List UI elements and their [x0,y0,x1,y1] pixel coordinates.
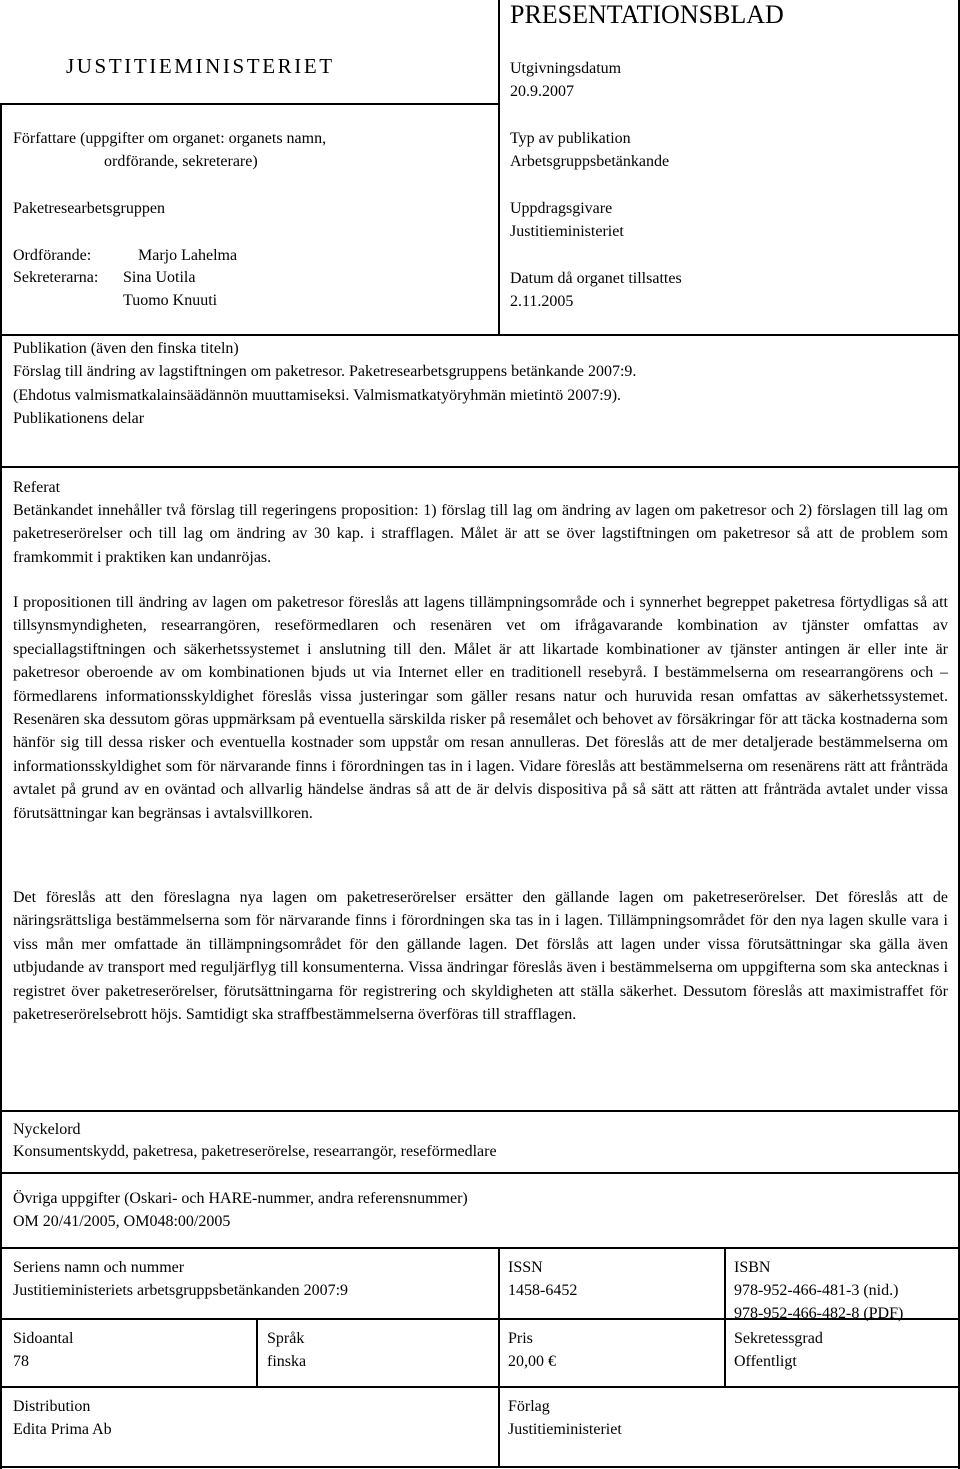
language-value: finska [267,1353,307,1370]
publication-label: Publikation (även den finska titeln) [13,340,239,357]
abstract-label: Referat [13,479,61,496]
abstract-paragraph-1: Betänkandet innehåller två förslag till regeringens proposition: 1) förslag till lag om ändring av lagen om paketresor och 2) förslagen till lag om paketreserörelser och till lag om ändring av 30 kap. i strafflagen. Målet är att se över lagstiftningen om paketresor så att de problem som framkommit i praktiken kan undanröjas. [13,502,948,566]
release-date-label: Utgivningsdatum [510,60,622,77]
organ-name: Paketresearbetsgruppen [13,200,165,217]
pages-label: Sidoantal [13,1330,74,1347]
chair-name: Marjo Lahelma [138,247,238,264]
secretary-1: Sina Uotila [123,269,196,286]
publication-type-label: Typ av publikation [510,130,631,147]
other-info-label: Övriga uppgifter (Oskari- och HARE-nummer, andra referensnummer) [13,1190,468,1207]
series-label: Seriens namn och nummer [13,1259,185,1276]
appointed-date-label: Datum då organet tillsattes [510,270,682,287]
keywords-label: Nyckelord [13,1121,81,1138]
distribution-label: Distribution [13,1398,91,1415]
publisher-value: Justitieministeriet [508,1421,622,1438]
isbn-value-print: 978-952-466-481-3 (nid.) [734,1282,899,1299]
secretary-2: Tuomo Knuuti [123,292,218,309]
other-info-value: OM 20/41/2005, OM048:00/2005 [13,1213,231,1230]
secrecy-value: Offentligt [734,1353,797,1370]
isbn-label: ISBN [734,1259,771,1276]
publisher-label: Förlag [508,1398,550,1415]
author-label-line-1: Författare (uppgifter om organet: organets namn, [13,130,327,147]
appointed-date: 2.11.2005 [510,293,574,310]
abstract-paragraph-3: Det föreslås att den föreslagna nya lagen om paketreserörelser ersätter den gällande lagen om paketreserörelser. Det föreslås att de näringsrättsliga bestämmelserna som för närvarande finns i förordningen ska tas in i lagen. Tillämpningsområdet för den nya lagen skulle vara i viss mån mer omfattade än tillämpningsområdet för den gällande lagen. Det förslås att lagen under vissa förutsättningar ska gälla även utbjudande av transport med reguljärflyg till konsumenterna. Vissa ändringar föreslås även i bestämmelserna om uppgifterna som ska antecknas i registret över paketreserörelser, förutsättningarna för registrering och skyldigheten att ställa säkerhet. Dessutom föreslås att maximistraffet för paketreserörelsebrott höjs. Samtidigt ska straffbestämmelserna överföras till strafflagen. [13,889,948,1024]
publication-parts-label: Publikationens delar [13,410,145,427]
commissioner-label: Uppdragsgivare [510,200,613,217]
document-type-title: PRESENTATIONSBLAD [510,0,784,29]
price-value: 20,00 € [508,1353,556,1370]
pages-value: 78 [13,1353,29,1370]
keywords-value: Konsumentskydd, paketresa, paketreserörelse, researrangör, reseförmedlare [13,1143,497,1160]
ministry-name: JUSTITIEMINISTERIET [66,54,335,78]
language-label: Språk [267,1330,305,1347]
isbn-value-pdf: 978-952-466-482-8 (PDF) [734,1305,904,1322]
issn-label: ISSN [508,1259,543,1276]
chair-label: Ordförande: [13,247,92,264]
commissioner: Justitieministeriet [510,223,624,240]
secretaries-label: Sekreterarna: [13,269,99,286]
publication-title-line-2: (Ehdotus valmismatkalainsäädännön muuttamiseksi. Valmismatkatyöryhmän mietintö 2007:9). [13,387,622,404]
release-date: 20.9.2007 [510,83,574,100]
issn-value: 1458-6452 [508,1282,578,1299]
publication-title-line-1: Förslag till ändring av lagstiftningen om paketresor. Paketresearbetsgruppens betänkande 2007:9. [13,363,637,380]
publication-type: Arbetsgruppsbetänkande [510,153,670,170]
series-value: Justitieministeriets arbetsgruppsbetänkanden 2007:9 [13,1282,349,1299]
author-label-line-2: ordförande, sekreterare) [104,153,258,170]
distribution-value: Edita Prima Ab [13,1421,112,1438]
abstract-paragraph-2: I propositionen till ändring av lagen om paketresor föreslås att lagens tillämpningsområde och i synnerhet begreppet paketresa förtydligas så att tillsynsmyndigheten, researrangören, reseförmedlaren och resenären vet om ifrågavarande kombination av tjänster omfattas av speciallagstiftningen och säkerhetssystemet i anslutning till den. Målet är att likartade kombinationer av tjänster antingen är eller inte är paketresor oberoende av om kombinationen bjuds ut via Internet eller en traditionell resebyrå. I bestämmelserna om researrangörens och –förmedlarens informationsskyldighet föreslås vissa justeringar som gäller resans natur och huruvida resan omfattas av säkerhetssystemet. Resenären ska dessutom göras uppmärksam på eventuella särskilda risker på resemålet och behovet av försäkringar för att täcka kostnaderna som hänför sig till dessa risker och eventuella kostnader som uppstår om resan annulleras. Det föreslås att de mer detaljerade bestämmelserna om informationsskyldighet som för närvarande finns i förordningen tas in i lagen. Vidare föreslås att bestämmelserna om resenärens rätt att frånträda avtalet på grund av en oväntad och allvarlig händelse ändras så att de är delvis dispositiva på så sätt att rätten att frånträda avtalet under vissa förutsättningar kan begränsas i avtalsvillkoren. [13,594,948,822]
price-label: Pris [508,1330,533,1347]
secrecy-label: Sekretessgrad [734,1330,823,1347]
